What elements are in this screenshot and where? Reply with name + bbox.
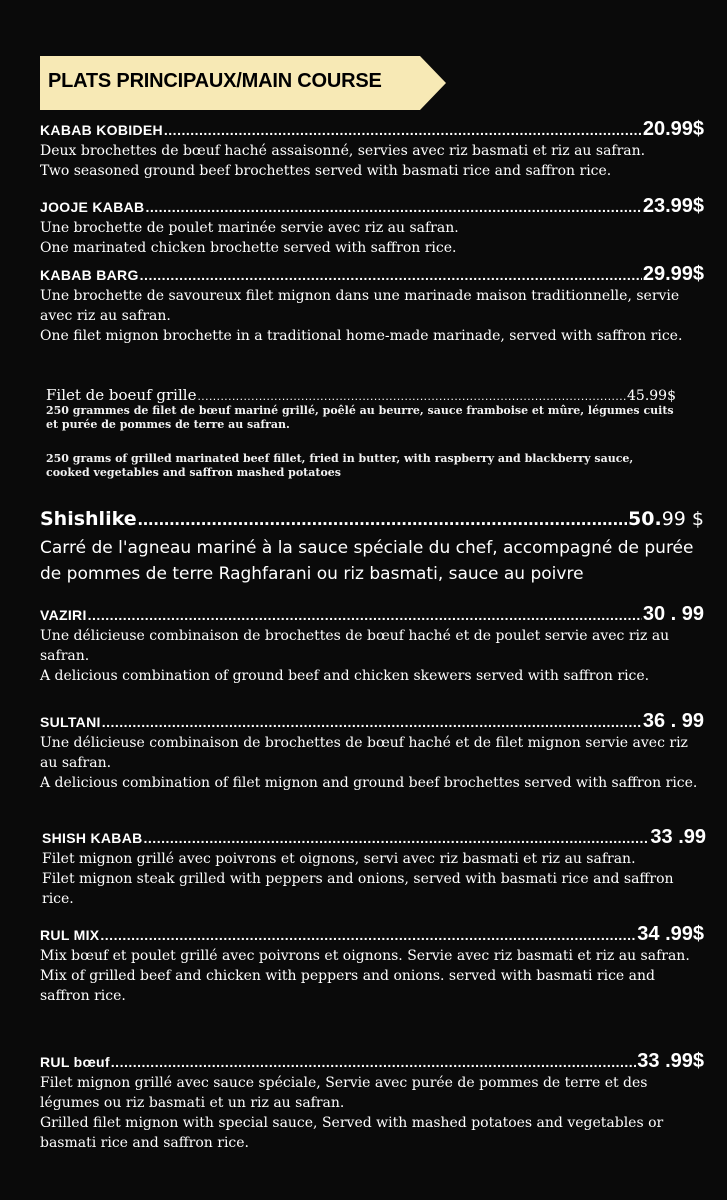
dot-leader <box>164 122 642 138</box>
item-desc-en: One marinated chicken brochette served with saffron rice. <box>40 240 457 256</box>
menu-item <box>46 386 676 480</box>
item-desc-fr: Une brochette de poulet marinée servie avec riz au safran. <box>40 220 459 236</box>
dot-leader <box>100 927 636 943</box>
item-name: SULTANI <box>40 714 101 730</box>
item-price: 33 .99$ <box>637 1050 704 1072</box>
menu-item <box>40 710 704 793</box>
menu-item <box>40 263 704 346</box>
item-desc-fr: Filet mignon grillé avec sauce spéciale, Servie avec purée de pommes de terre et des légumes ou riz basmati et un riz au safran. <box>40 1075 648 1111</box>
item-desc-fr: Une brochette de savoureux filet mignon dans une marinade maison traditionnelle, servie avec riz au safran. <box>40 288 680 324</box>
item-name: KABAB KOBIDEH <box>40 122 163 138</box>
item-name: VAZIRI <box>40 607 87 623</box>
item-name: RUL MIX <box>40 927 100 943</box>
item-desc-en: Mix of grilled beef and chicken with peppers and onions. served with basmati rice and saffron rice. <box>40 968 655 1004</box>
menu-item <box>40 118 704 181</box>
menu-item <box>42 826 706 909</box>
item-name: KABAB BARG <box>40 267 139 283</box>
item-desc-en: Two seasoned ground beef brochettes served with basmati rice and saffron rice. <box>40 163 612 179</box>
item-desc-fr: 250 grammes de filet de bœuf mariné grillé, poêlé au beurre, sauce framboise et mûre, légumes cuits et purée de pommes de terre au safran. <box>46 404 674 431</box>
item-desc-fr: Une délicieuse combinaison de brochettes de bœuf haché et de filet mignon servie avec riz au safran. <box>40 735 688 771</box>
menu-item <box>40 195 704 258</box>
item-price: 45.99$ <box>627 388 676 404</box>
price-main: 50. <box>628 508 662 530</box>
dot-leader <box>111 1054 636 1070</box>
item-name: JOOJE KABAB <box>40 199 145 215</box>
price-rest: 99 $ <box>661 508 704 530</box>
menu-item <box>40 508 704 587</box>
dot-leader <box>138 509 627 531</box>
dot-leader <box>102 714 642 730</box>
item-name: Filet de boeuf grille <box>46 386 197 404</box>
item-price: 23.99$ <box>642 195 704 217</box>
section-title: PLATS PRINCIPAUX/MAIN COURSE <box>48 70 382 92</box>
dot-leader <box>145 199 641 215</box>
item-price: 20.99$ <box>642 118 704 140</box>
item-name: Shishlike <box>40 508 137 530</box>
item-name: SHISH KABAB <box>42 830 143 846</box>
item-price: 29.99$ <box>642 263 704 285</box>
item-name: RUL bœuf <box>40 1054 110 1070</box>
item-desc-en: Filet mignon steak grilled with peppers and onions, served with basmati rice and saffron rice. <box>42 871 674 907</box>
item-price: 33 .99 <box>650 826 706 848</box>
item-desc-fr: Filet mignon grillé avec poivrons et oignons, servi avec riz basmati et riz au safran. <box>42 851 636 867</box>
menu-item <box>40 1050 704 1153</box>
item-desc-fr: Une délicieuse combinaison de brochettes de bœuf haché et de poulet servie avec riz au safran. <box>40 628 670 664</box>
dot-leader <box>144 830 650 846</box>
item-desc-en: A delicious combination of filet mignon and ground beef brochettes served with saffron rice. <box>40 775 698 791</box>
dot-leader <box>197 389 626 403</box>
item-price <box>628 508 704 530</box>
menu-item <box>40 923 704 1006</box>
item-desc-fr: Carré de l'agneau mariné à la sauce spéciale du chef, accompagné de purée de pommes de terre Raghfarani ou riz basmati, sauce au poivre <box>40 538 694 584</box>
menu-item <box>40 603 704 686</box>
item-desc-en: One filet mignon brochette in a traditional home-made marinade, served with saffron rice. <box>40 328 683 344</box>
item-price: 34 .99$ <box>637 923 704 945</box>
item-price: 36 . 99 <box>642 710 704 732</box>
section-banner <box>40 56 448 110</box>
dot-leader <box>140 267 642 283</box>
item-price: 30 . 99 <box>642 603 704 625</box>
item-desc-en: A delicious combination of ground beef and chicken skewers served with saffron rice. <box>40 668 650 684</box>
item-desc-en: 250 grams of grilled marinated beef fillet, fried in butter, with raspberry and blackberry sauce, cooked vegetables and saffron mashed potatoes <box>46 452 634 479</box>
dot-leader <box>88 607 642 623</box>
item-desc-fr: Deux brochettes de bœuf haché assaisonné, servies avec riz basmati et riz au safran. <box>40 143 646 159</box>
item-desc-fr: Mix bœuf et poulet grillé avec poivrons et oignons. Servie avec riz basmati et riz au safran. <box>40 948 690 964</box>
item-desc-en: Grilled filet mignon with special sauce, Served with mashed potatoes and vegetables or basmati rice and saffron rice. <box>40 1115 664 1151</box>
